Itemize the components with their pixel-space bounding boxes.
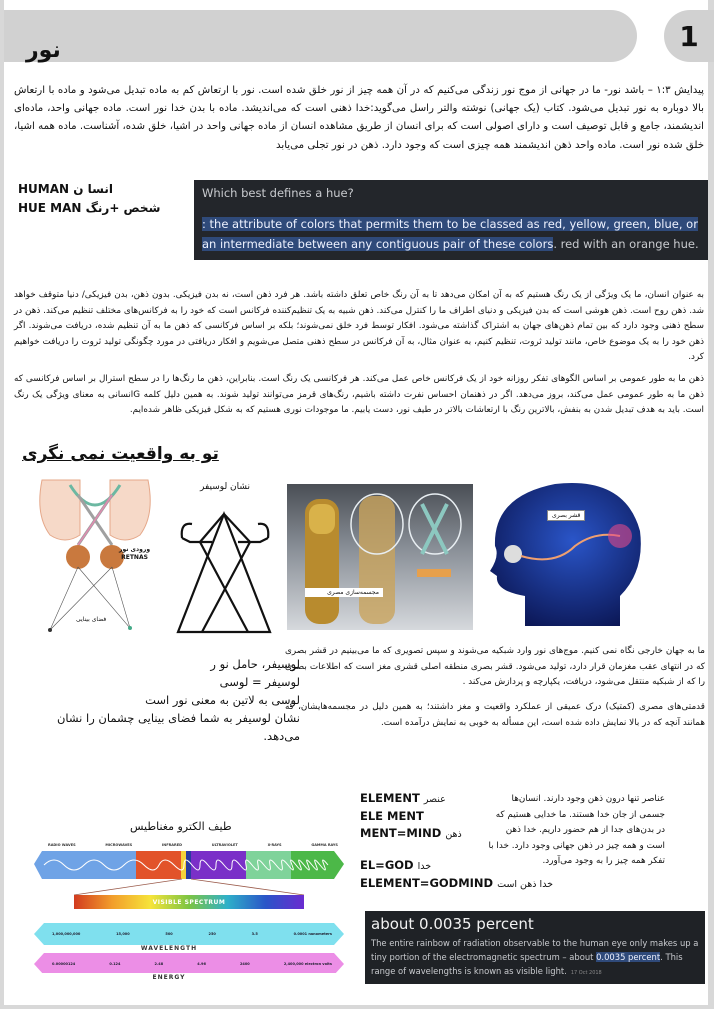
lucifer-note: لوسیفر، حامل نو ر (210, 657, 300, 671)
hue-answer-highlight: : the attribute of colors that permits them to be classed as red, yellow, green, blue, or an intermediate between any contiguous pair of these colors (202, 217, 698, 251)
human-en: HUMAN (18, 182, 70, 196)
header-bar (4, 10, 637, 62)
percent-body-text: . This range of wavelengths is known as visible light. (371, 952, 683, 976)
human-fa: انسا ن (73, 182, 114, 196)
element-row (360, 790, 500, 808)
element-fa: خدا ذهن است (497, 879, 554, 890)
visible-spectrum-bar: VISIBLE SPECTRUM (74, 895, 304, 909)
element-en: EL=GOD (360, 858, 414, 872)
energy-value: 2.48 (154, 962, 164, 966)
wavelength-value: 15,000 (116, 932, 130, 936)
percent-title: about 0.0035 percent (371, 915, 534, 933)
wavelength-values (52, 932, 332, 936)
intro-paragraph: پیدایش ۱:۳ – باشد نور- ما در جهانی از موج نور زندگی می‌کنیم که در آن همه چیز از نور خلق شده است. نور با ارتعاش کم به ماده تبدیل می‌شود و ماده با ارتعاش بالا دوباره به نور تبدیل می‌شود. کتاب (یک جهانی) نوشته والتر راسل می‌گوید:خدا ذهنی است که می‌اندیشد. ماده با بدن خدا نور است. ماده جهانی واحد، ماده‌ای اندیشمند، جامع و قابل توصیف است و دارای اصولی است که برای انسان از طریق مشاهده انسان از ماده جهانی واحد در اشیا، خلق شده، آشناست. ماده همه اشیا، خلق شده نور است. ماده واحد ذهن اندیشمند همه چیزی است که وجود دارد. ذهن در نور تجلی می‌یابد (14, 85, 704, 151)
section-title: تو به واقعیت نمی نگری (22, 444, 219, 464)
retina-label-en: RETNAS (121, 554, 148, 561)
element-row (360, 808, 500, 825)
page-number: 1 (664, 10, 714, 62)
hue-man-en: HUE MAN (18, 201, 82, 215)
percent-date: 17 Oct 2018 (570, 970, 602, 976)
element-fa: خدا (417, 861, 432, 872)
wavelength-value: 500 (165, 932, 173, 936)
lucifer-note: نشان لوسیفر به شما فضای بینایی چشمان را نشان می‌دهد. (56, 711, 300, 743)
visible-light-percent-box (365, 911, 705, 984)
percent-body (371, 936, 699, 980)
lucifer-notes (50, 655, 300, 745)
page-title: نور (26, 38, 61, 63)
spectrum-title: طیف الکترو مغناطیس (130, 820, 232, 833)
element-row (360, 825, 500, 843)
band-label: ULTRAVIOLET (211, 843, 238, 847)
lucifer-note: لوسی به لاتین به معنی نور است (145, 693, 300, 707)
human-line (18, 180, 168, 199)
wavelength-value: 3.5 (251, 932, 258, 936)
energy-value: 0.124 (109, 962, 121, 966)
egyptian-sarcophagus-image (287, 484, 473, 630)
band-label: GAMMA RAYS (311, 843, 338, 847)
element-note: عناصر تنها درون ذهن وجود دارند. انسان‌ها جسمی از جان خدا هستند. ما خدایی هستیم که در بدن‌های جدا از هم حضور داریم. خدا ذهن است و همه چیز در ذهن جهانی وجود دارد. خدا با تفکر همه چیز را به وجود می‌آورد. (488, 794, 665, 866)
energy-values (52, 962, 332, 966)
wavelength-value: 1,000,000,000 (52, 932, 81, 936)
element-fa: عنصر (423, 794, 446, 805)
element-en: ELEMENT (360, 791, 420, 805)
energy-value: 0.00000124 (52, 962, 76, 966)
lucifer-caption: نشان لوسیفر (200, 482, 250, 492)
percent-highlight: 0.0035 percent (596, 952, 661, 962)
percent-body-text: The entire rainbow of radiation observable to the human eye only makes up a tiny portion of the electromagnetic spectrum – about (371, 938, 699, 962)
band-label: X-RAYS (267, 843, 282, 847)
energy-label: ENERGY (152, 974, 186, 981)
element-wordplay-block (360, 790, 554, 893)
energy-value: 2,400,000 electron volts (283, 962, 332, 966)
wavelength-label: WAVELENGTH (140, 945, 198, 952)
band-label: RADIO WAVES (48, 843, 76, 847)
paragraph-mind-frequency: ذهن ما به طور عمومی بر اساس الگوهای تفکر روزانه خود از یک فرکانس خاص عمل می‌کند. هر فرکانسی یک رنگ است. بنابراین، ذهن ما رنگ‌ها را در سطح استرال بر اساس فرکانسی که ذهن ما به طور عمومی عمل می‌کند، بروز می‌دهد. اگر در ذهنمان احساس نفرت داشته باشیم، رنگ‌های قرمز می‌توانند تولید شوند. به همین دلیل کلمه Gانسانی به معنای ویژگی یک رنگ است. باید به هدف تبدیل شدن به بنفش، بالاترین رنگ با ارتعاشات بالاتر در طیف نور، دست یابیم. ما موجودات نوری هستیم که به شکل فیزیکی ظاهر شده‌ایم. (14, 374, 704, 416)
em-spectrum-diagram (34, 843, 344, 981)
wavelength-value: 0.0001 nanometers (293, 932, 332, 936)
energy-value: 4.96 (197, 962, 206, 966)
element-en: ELEMENT=GODMIND (360, 876, 494, 890)
retina-label (115, 545, 154, 563)
wavelength-value: 250 (208, 932, 216, 936)
paragraph-egyptians: قدمتی‌های مصری (کمتیک) درک عمیقی از عملکرد واقعیت و مغز داشتند؛ به همین دلیل در مجسمه‌هایشان، که همانند آنچه که در بالا نمایش داده شده است، این مسأله به خوبی به نمایش درآمده است. (285, 702, 705, 728)
band-label: INFRARED (161, 843, 182, 847)
lucifer-symbol (170, 482, 280, 642)
hue-man-fa: شخص +رنگ (85, 201, 161, 215)
visual-cortex-label: قشر بصری (547, 510, 585, 521)
element-row (360, 875, 554, 893)
paragraph-human-color: به عنوان انسان، ما یک ویژگی از یک رنگ هستیم که به آن امکان می‌دهد تا به آن رنگ خاص تعلق داشته باشد. هر فرد ذهن است، نه بدن فیزیکی. بدون ذهن، بدن فیزیکی/ دنیا متوقف خواهد شد. ذهن روح است. ذهن هوشی است که بدن فیزیکی و دنیای اطراف ما را کنترل می‌کند. ذهن شبیه به یک تنظیم‌کننده فرکانس است که خود را به فرکانس‌های مختلف تنظیم می‌کند. ذهن در سطح ذهنی وجود دارد که بین تمام ذهن‌های جهان به اشتراک گذاشته می‌شود. افکار توسط فرد خلق نمی‌شوند؛ بلکه بر اساس فرکانسی که ذهن ما به آن تنظیم شده، دریافت می‌شوند. اگر ذهن خود را به یک موضوع خاص، مانند تولید ثروت، تنظیم کنیم، به عنوان مثال، به آن فرکانس در سطح ذهنی متصل می‌شویم و افکار دریافتی در مورد چگونگی تولید ثروت را دریافت خواهیم کرد. (14, 290, 704, 363)
hue-question: Which best defines a hue? (202, 186, 354, 200)
paragraph-visual-cortex: ما به جهان خارجی نگاه نمی کنیم. موج‌های نور وارد شبکیه می‌شوند و سپس تصویری که ما می‌بینیم در قشر بصری که در انتهای عقب مغزمان قرار دارد، تولید می‌شود. قشر بصری منطقه اصلی قشری مغز است که اطلاعات بصری را که از شبکیه منتقل می‌شود، دریافت، یکپارچه و پردازش می‌کند . (285, 646, 705, 687)
element-row (360, 857, 500, 875)
band-label: MICROWAVES (105, 843, 133, 847)
retina-label-fa: ورودی نور (119, 546, 151, 553)
hue-definition-box (194, 180, 708, 260)
hue-man-line (18, 199, 168, 218)
element-en: ELE MENT (360, 809, 424, 823)
sarcophagus-label: مجسمه‌سازی مصری (305, 588, 383, 597)
visual-cortex-head-image (485, 476, 650, 636)
optic-pathway-diagram (30, 475, 160, 640)
lucifer-note: لوسیفر = لوسی (219, 675, 300, 689)
visual-field-label: فضای بینایی (76, 616, 107, 623)
element-fa: ذهن (445, 829, 462, 840)
human-hue-man-block (18, 180, 168, 218)
hue-answer-rest: . red with an orange hue. (553, 237, 699, 251)
energy-value: 2400 (239, 962, 250, 966)
hue-answer (202, 214, 700, 254)
element-en: MENT=MIND (360, 826, 442, 840)
